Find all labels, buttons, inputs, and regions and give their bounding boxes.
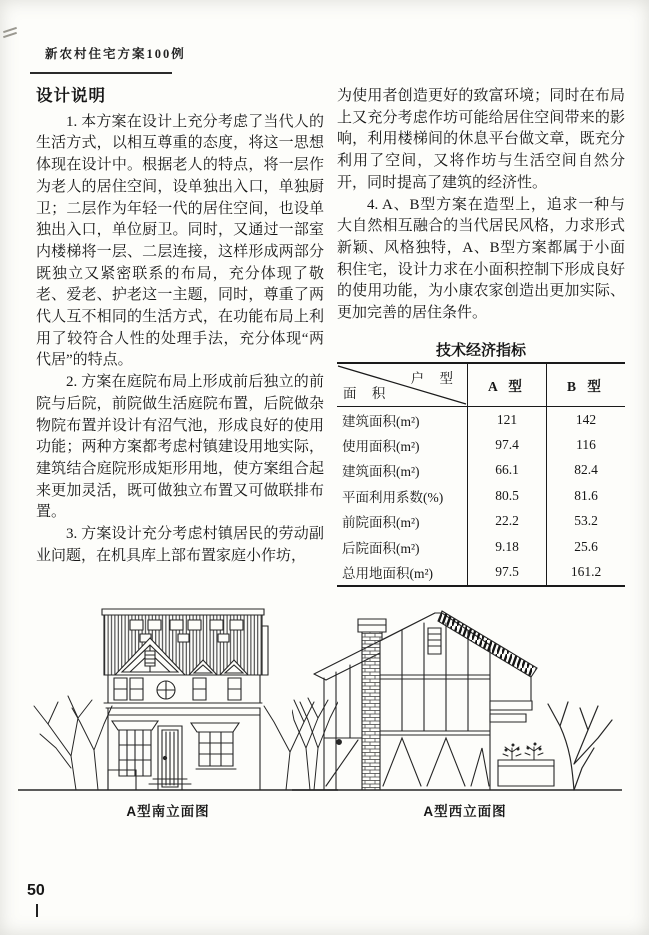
corner-label-top: 户 型 bbox=[410, 371, 459, 386]
cell-b: 142 bbox=[546, 407, 625, 432]
paragraph-3: 3. 方案设计充分考虑村镇居民的劳动副业问题，在机具库上部布置家庭小作坊， bbox=[36, 526, 324, 564]
page-number-tick bbox=[36, 904, 38, 917]
cell-b: 82.4 bbox=[546, 458, 625, 483]
row-label: 后院面积(m²) bbox=[342, 540, 420, 556]
cell-b: 81.6 bbox=[546, 483, 625, 508]
table-title: 技术经济指标 bbox=[435, 342, 526, 359]
cell-a: 97.5 bbox=[467, 559, 546, 584]
cell-a: 80.5 bbox=[467, 483, 546, 508]
running-head-rule bbox=[30, 72, 172, 74]
plant-tufts bbox=[503, 743, 543, 760]
corner-label-bottom: 面 积 bbox=[343, 386, 392, 401]
south-elevation-drawing bbox=[18, 598, 338, 798]
right-column bbox=[337, 86, 625, 325]
row-label: 建筑面积(m²) bbox=[342, 413, 420, 429]
row-label: 总用地面积(m²) bbox=[342, 566, 434, 582]
paragraph-2: 2. 方案在庭院布局上形成前后独立的前院与后院，前院做生活庭院布置，后院做杂物院布置并设计有沼气池，形成良好的使用功能；两种方案都考虑村镇建设用地实际，建筑结合庭院形成矩形用地，使方案组合起来更加灵活，既可做独立布置又可做联排布置。 bbox=[36, 374, 324, 521]
tree-right bbox=[548, 702, 612, 790]
cell-b: 25.6 bbox=[546, 534, 625, 559]
table-row bbox=[337, 407, 625, 432]
table-corner-cell bbox=[337, 364, 467, 406]
row-label: 前院面积(m²) bbox=[342, 515, 420, 531]
west-elevation-caption: A型西立面图 bbox=[423, 804, 507, 819]
cell-b: 116 bbox=[546, 432, 625, 457]
tree-left bbox=[292, 698, 328, 790]
cell-a: 9.18 bbox=[467, 534, 546, 559]
row-label: 建筑面积(m²) bbox=[342, 464, 420, 480]
south-elevation-caption: A型南立面图 bbox=[126, 804, 210, 819]
cell-a: 22.2 bbox=[467, 509, 546, 534]
table-row bbox=[337, 432, 625, 457]
table-row bbox=[337, 458, 625, 483]
cell-a: 97.4 bbox=[467, 432, 546, 457]
column-header-b: B 型 bbox=[546, 364, 625, 406]
table-row bbox=[337, 534, 625, 559]
cell-b: 53.2 bbox=[546, 509, 625, 534]
west-elevation-drawing bbox=[292, 598, 622, 798]
indicator-table bbox=[337, 362, 625, 587]
table-row bbox=[337, 559, 625, 584]
row-label: 使用面积(m²) bbox=[342, 439, 420, 455]
cell-a: 121 bbox=[467, 407, 546, 432]
table-header-row bbox=[337, 364, 625, 407]
left-column bbox=[36, 86, 324, 567]
south-elevation-figure bbox=[18, 598, 338, 798]
cell-b: 161.2 bbox=[546, 559, 625, 584]
paragraph-4: 4. A、B型方案在造型上，追求一种与大自然相互融合的当代居民风格，力求形式新颖、风格独特，A、B型方案都属于小面积住宅，设计力求在小面积控制下形成良好的使用功能，为小康农家创造出更加实际、更加完善的居住条件。 bbox=[337, 196, 625, 322]
paragraph-1: 1. 本方案在设计上充分考虑了当代人的生活方式，以相互尊重的态度，将这一思想体现在设计中。根据老人的特点，将一层作为老人的居住空间，设单独出入口，单独厨卫；二层作为年轻一代的居住空间，也设单独出入口，单位厨卫。同时，又通过一部室内楼梯将一层、二层连接，这样形成两部分既独立又紧密联系的布局，充分体现了敬老、爱老、护老这一主题，同时，尊重了两代人互不相同的生活方式，在功能布局上利用了较符合人性的处理手法，充分体现“两代居”的特点。 bbox=[36, 113, 324, 369]
table-row bbox=[337, 483, 625, 508]
section-heading: 设计说明 bbox=[36, 87, 106, 105]
table-row bbox=[337, 509, 625, 534]
page-number: 50 bbox=[27, 882, 45, 899]
tree-left bbox=[34, 696, 112, 790]
column-header-a: A 型 bbox=[467, 364, 546, 406]
cell-a: 66.1 bbox=[467, 458, 546, 483]
paragraph-3-continued: 为使用者创造更好的致富环境；同时在布局上又充分考虑作坊可能给居住空间带来的影响，利用楼梯间的休息平台做文章，既充分利用了空间，又将作坊与生活空间自然分开，同时提高了建筑的经济性。 bbox=[337, 88, 625, 191]
running-head: 新农村住宅方案100例 bbox=[45, 47, 186, 61]
row-label: 平面利用系数(%) bbox=[342, 489, 444, 505]
scan-artifact bbox=[3, 26, 17, 42]
west-elevation-figure bbox=[292, 598, 622, 798]
